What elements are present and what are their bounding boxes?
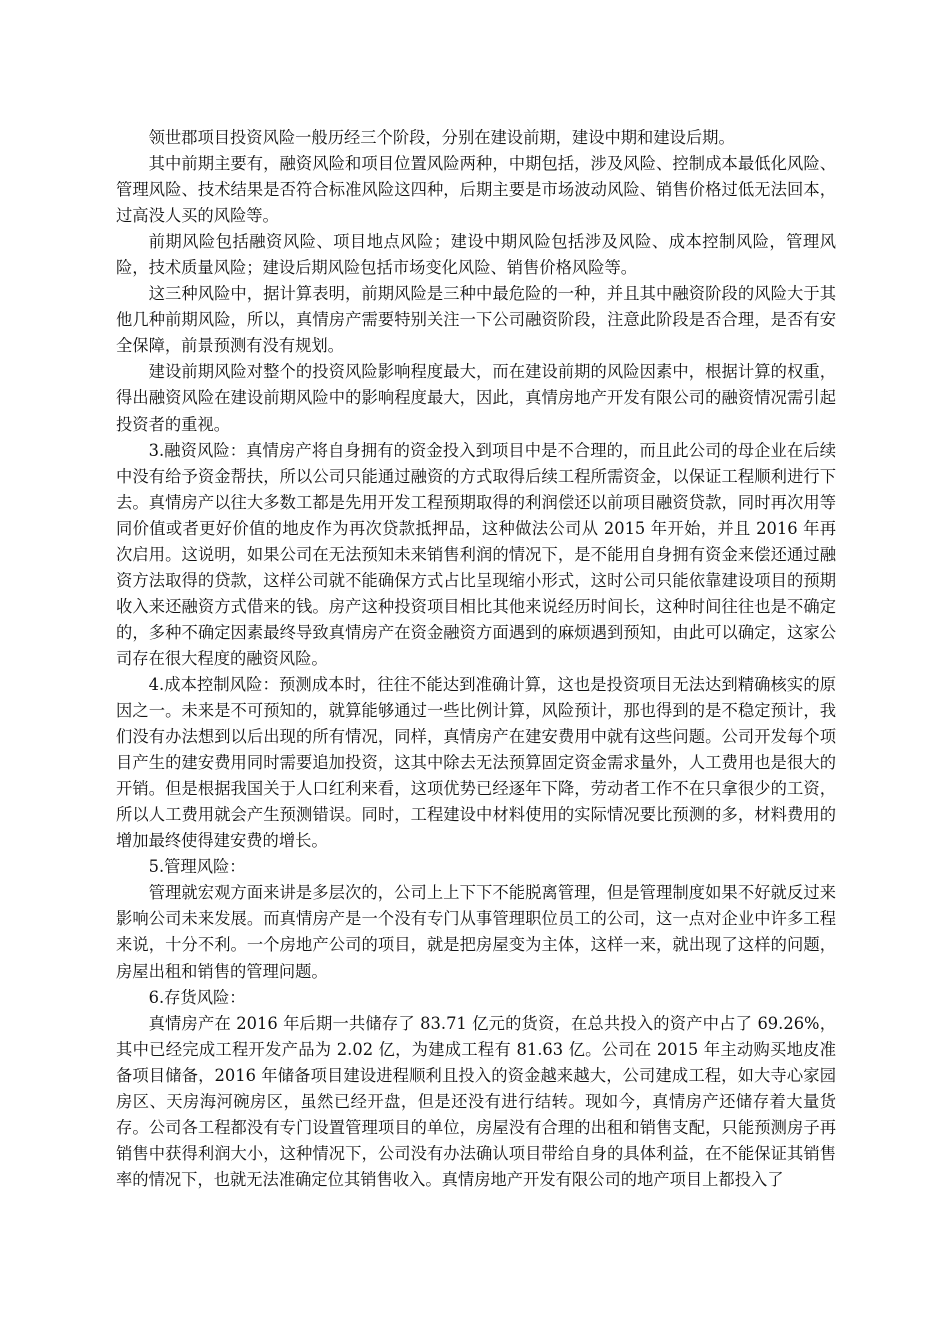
paragraph-inventory-risk: 真情房产在 2016 年后期一共储存了 83.71 亿元的货资，在总共投入的资产中占了 69.26%，其中已经完成工程开发产品为 2.02 亿，为建成工程有 81.63 亿。公司在 2015 年主动购买地皮准备项目储备，2016 年储备项目建设进程顺利且投入的资金越来越大，公司建成工程，如大寺心家园房区、天房海河碗房区，虽然已经开盘，但是还没有进行结转。现如今，真情房产还储存着大量货存。公司各工程都没有专门设置管理项目的单位，房屋没有合理的出租和销售支配，只能预测房子再销售中获得利润大小，这种情况下，公司没有办法确认项目带给自身的具体利益，在不能保证其销售率的情况下，也就无法准确定位其销售收入。真情房地产开发有限公司的地产项目上都投入了 <box>116 1013 836 1189</box>
paragraph-4: 这三种风险中，据计算表明，前期风险是三种中最危险的一种，并且其中融资阶段的风险大于其他几种前期风险，所以，真情房产需要特别关注一下公司融资阶段，注意此阶段是否合理，是否有安全保障，前景预测有没有规划。 <box>116 284 836 356</box>
heading-management-risk: 5.管理风险： <box>148 857 246 877</box>
paragraph-financing-risk: 3.融资风险：真情房产将自身拥有的资金投入到项目中是不合理的，而且此公司的母企业在后续中没有给予资金帮扶，所以公司只能通过融资的方式取得后续工程所需资金，以保证工程顺利进行下去。真情房产以往大多数工都是先用开发工程预期取得的利润偿还以前项目融资贷款，同时再次用等同价值或者更好价值的地皮作为再次贷款抵押品，这种做法公司从 2015 年开始，并且 2016 年再次启用。这说明，如果公司在无法预知未来销售利润的情况下，是不能用自身拥有资金来偿还通过融资方法取得的贷款，这样公司就不能确保方式占比呈现缩小形式，这时公司只能依靠建设项目的预期收入来还融资方式借来的钱。房产这种投资项目相比其他来说经历时间长，这种时间往往也是不确定的，多种不确定因素最终导致真情房产在资金融资方面遇到的麻烦遇到预知，由此可以确定，这家公司存在很大程度的融资风险。 <box>116 440 836 668</box>
document-body <box>116 125 836 1193</box>
heading-inventory-risk: 6.存货风险： <box>148 987 246 1007</box>
paragraph-2: 其中前期主要有，融资风险和项目位置风险两种，中期包括，涉及风险、控制成本最低化风险、管理风险、技术结果是否符合标准风险这四种，后期主要是市场波动风险、销售价格过低无法回本，过高没人买的风险等。 <box>116 154 836 226</box>
paragraph-cost-control-risk: 4.成本控制风险：预测成本时，往往不能达到准确计算，这也是投资项目无法达到精确核实的原因之一。未来是不可预知的，就算能够通过一些比例计算，风险预计，那也得到的是不稳定预计，我们没有办法想到以后出现的所有情况，同样，真情房产在建安费用中就有这些问题。公司开发每个项目产生的建安费用同时需要追加投资，这其中除去无法预算固定资金需求量外，人工费用也是很大的开销。但是根据我国关于人口红利来看，这项优势已经逐年下降，劳动者工作不在只拿很少的工资，所以人工费用就会产生预测错误。同时，工程建设中材料使用的实际情况要比预测的多，材料费用的增加最终使得建安费的增长。 <box>116 674 836 851</box>
paragraph-management-risk: 管理就宏观方面来讲是多层次的，公司上上下下不能脱离管理，但是管理制度如果不好就反过来影响公司未来发展。而真情房产是一个没有专门从事管理职位员工的公司，这一点对企业中许多工程来说，十分不利。一个房地产公司的项目，就是把房屋变为主体，这样一来，就出现了这样的问题，房屋出租和销售的管理问题。 <box>116 883 836 981</box>
paragraph-1: 领世郡项目投资风险一般历经三个阶段，分别在建设前期，建设中期和建设后期。 <box>148 128 735 147</box>
paragraph-5: 建设前期风险对整个的投资风险影响程度最大，而在建设前期的风险因素中，根据计算的权重，得出融资风险在建设前期风险中的影响程度最大，因此，真情房地产开发有限公司的融资情况需引起投资者的重视。 <box>116 362 836 434</box>
paragraph-3: 前期风险包括融资风险、项目地点风险；建设中期风险包括涉及风险、成本控制风险，管理风险，技术质量风险；建设后期风险包括市场变化风险、销售价格风险等。 <box>116 232 836 278</box>
